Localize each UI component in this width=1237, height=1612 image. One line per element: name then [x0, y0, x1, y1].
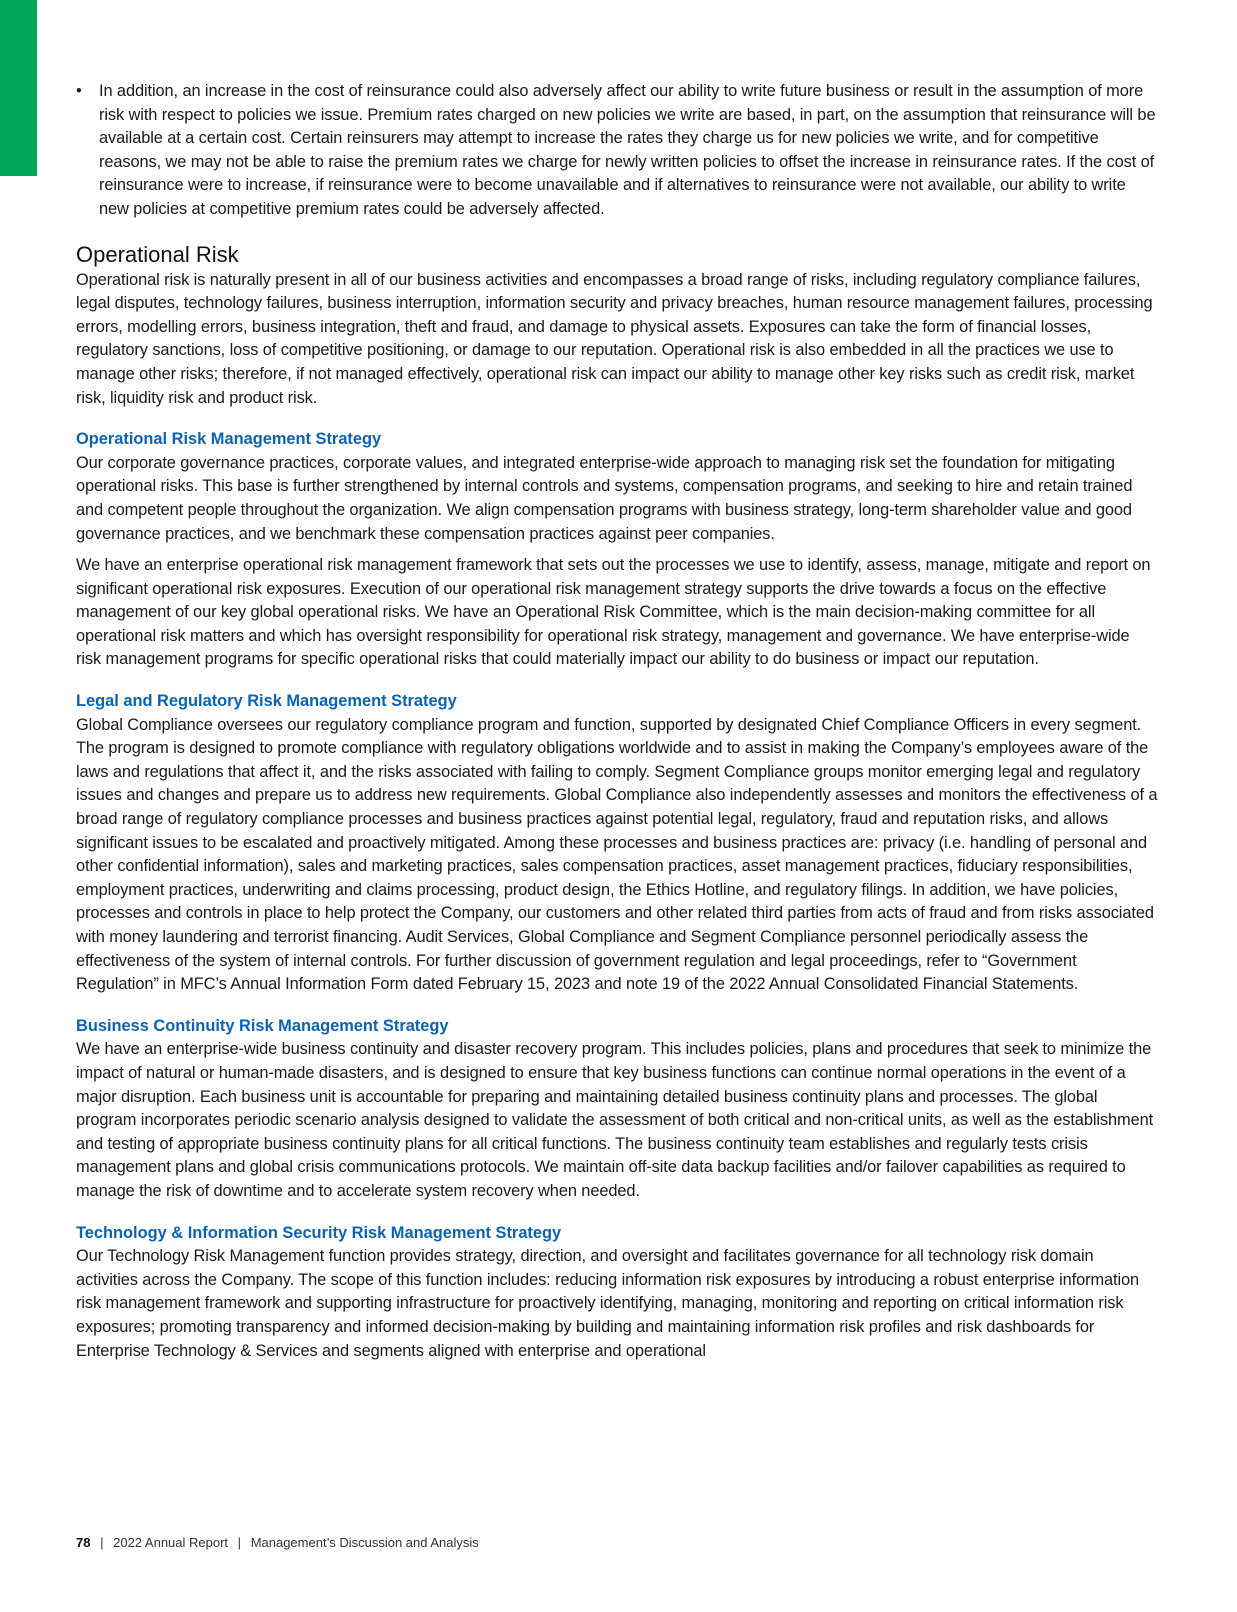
page-content — [76, 80, 1158, 1363]
footer-separator: | — [100, 1535, 104, 1550]
footer-report-title: 2022 Annual Report — [113, 1535, 229, 1550]
subheading-business-continuity: Business Continuity Risk Management Strategy — [76, 1016, 449, 1035]
page-footer — [76, 1535, 479, 1550]
page-number: 78 — [76, 1535, 91, 1550]
section-title: Operational Risk — [76, 241, 239, 267]
footer-separator: | — [237, 1535, 242, 1550]
paragraph-technology: Our Technology Risk Management function provides strategy, direction, and oversight and facilitates governance for all technology risk domain activities across the Company. The scope of this function includes: reducing information risk exposures by introducing a robust enterprise information risk management framework and supporting infrastructure for proactively identifying, managing, monitoring and reporting on critical information risk exposures; promoting transparency and informed decision-making by building and maintaining information risk profiles and risk dashboards for Enterprise Technology & Services and segments aligned with enterprise and operational — [76, 1247, 1140, 1360]
footer-section-title: Management’s Discussion and Analysis — [250, 1535, 479, 1550]
subheading-technology: Technology & Information Security Risk Management Strategy — [76, 1223, 562, 1242]
paragraph-operational-2: We have an enterprise operational risk management framework that sets out the processes we use to identify, assess, manage, mitigate and report on significant operational risk exposures. Execution of our operational risk management strategy supports the drive towards a focus on the effective management of our key global operational risks. We have an Operational Risk Committee, which is the main decision-making committee for all operational risk matters and which has oversight responsibility for operational risk strategy, management and governance. We have enterprise-wide risk management programs for specific operational risks that could materially impact our ability to do business or impact our reputation. — [76, 556, 1151, 669]
subheading-legal: Legal and Regulatory Risk Management Strategy — [76, 692, 457, 711]
paragraph-operational-1: Our corporate governance practices, corporate values, and integrated enterprise-wide approach to managing risk set the foundation for mitigating operational risks. This base is further strengthened by internal controls and systems, compensation programs, and seeking to hire and retain trained and competent people throughout the organization. We align compensation programs with business strategy, long-term shareholder value and good governance practices, and we benchmark these compensation practices against peer companies. — [76, 453, 1133, 543]
section-intro: Operational risk is naturally present in all of our business activities and encompasses a broad range of risks, including regulatory compliance failures, legal disputes, technology failures, business interruption, information security and privacy breaches, human resource management failures, processing errors, modelling errors, business integration, theft and fraud, and damage to physical assets. Exposures can take the form of financial losses, regulatory sanctions, loss of competitive positioning, or damage to our reputation. Operational risk is also embedded in all the practices we use to manage other risks; therefore, if not managed effectively, operational risk can impact our ability to manage other key risks such as credit risk, market risk, liquidity risk and product risk. — [76, 270, 1153, 407]
paragraph-legal: Global Compliance oversees our regulatory compliance program and function, supported by designated Chief Compliance Officers in every segment. The program is designed to promote compliance with regulatory obligations worldwide and to assist in making the Company’s employees aware of the laws and regulations that affect it, and the risks associated with failing to comply. Segment Compliance groups monitor emerging legal and regulatory issues and changes and prepare us to address new requirements. Global Compliance also independently assesses and monitors the effectiveness of a broad range of regulatory compliance processes and business practices against potential legal, regulatory, fraud and reputation risks, and allows significant issues to be escalated and proactively mitigated. Among these processes and business practices are: privacy (i.e. handling of personal and other confidential information), sales and marketing practices, sales compensation practices, asset management practices, fiduciary responsibilities, employment practices, underwriting and claims processing, product design, the Ethics Hotline, and regulatory filings. In addition, we have policies, processes and controls in place to help protect the Company, our customers and other related third parties from acts of fraud and from risks associated with money laundering and terrorist financing. Audit Services, Global Compliance and Segment Compliance personnel periodically assess the effectiveness of the system of internal controls. For further discussion of government regulation and legal proceedings, refer to “Government Regulation” in MFC’s Annual Information Form dated February 15, 2023 and note 19 of the 2022 Annual Consolidated Financial Statements. — [76, 715, 1158, 994]
bullet-text: In addition, an increase in the cost of reinsurance could also adversely affect our ability to write future business or result in the assumption of more risk with respect to policies we issue. Premium rates charged on new policies we write are based, in part, on the assumption that reinsurance will be available at a certain cost. Certain reinsurers may attempt to increase the rates they charge us for new policies we write, and for competitive reasons, we may not be able to raise the premium rates we charge for newly written policies to offset the increase in reinsurance rates. If the cost of reinsurance were to increase, if reinsurance were to become unavailable and if alternatives to reinsurance were not available, our ability to write new policies at competitive premium rates could be adversely affected. — [99, 82, 1156, 218]
green-side-tab — [0, 0, 37, 176]
bullet-dot-icon: • — [76, 82, 82, 100]
subheading-operational: Operational Risk Management Strategy — [76, 430, 382, 449]
paragraph-business-continuity: We have an enterprise-wide business continuity and disaster recovery program. This includes policies, plans and procedures that seek to minimize the impact of natural or human-made disasters, and is designed to ensure that key business functions can continue normal operations in the event of a major disruption. Each business unit is accountable for preparing and maintaining detailed business continuity plans and processes. The global program incorporates periodic scenario analysis designed to validate the assessment of both critical and non-critical units, as well as the establishment and testing of appropriate business continuity plans for all critical functions. The business continuity team establishes and regularly tests crisis management plans and global crisis communications protocols. We maintain off-site data backup facilities and/or failover capabilities as required to manage the risk of downtime and to accelerate system recovery when needed. — [76, 1040, 1154, 1200]
bullet-item — [76, 80, 1158, 222]
